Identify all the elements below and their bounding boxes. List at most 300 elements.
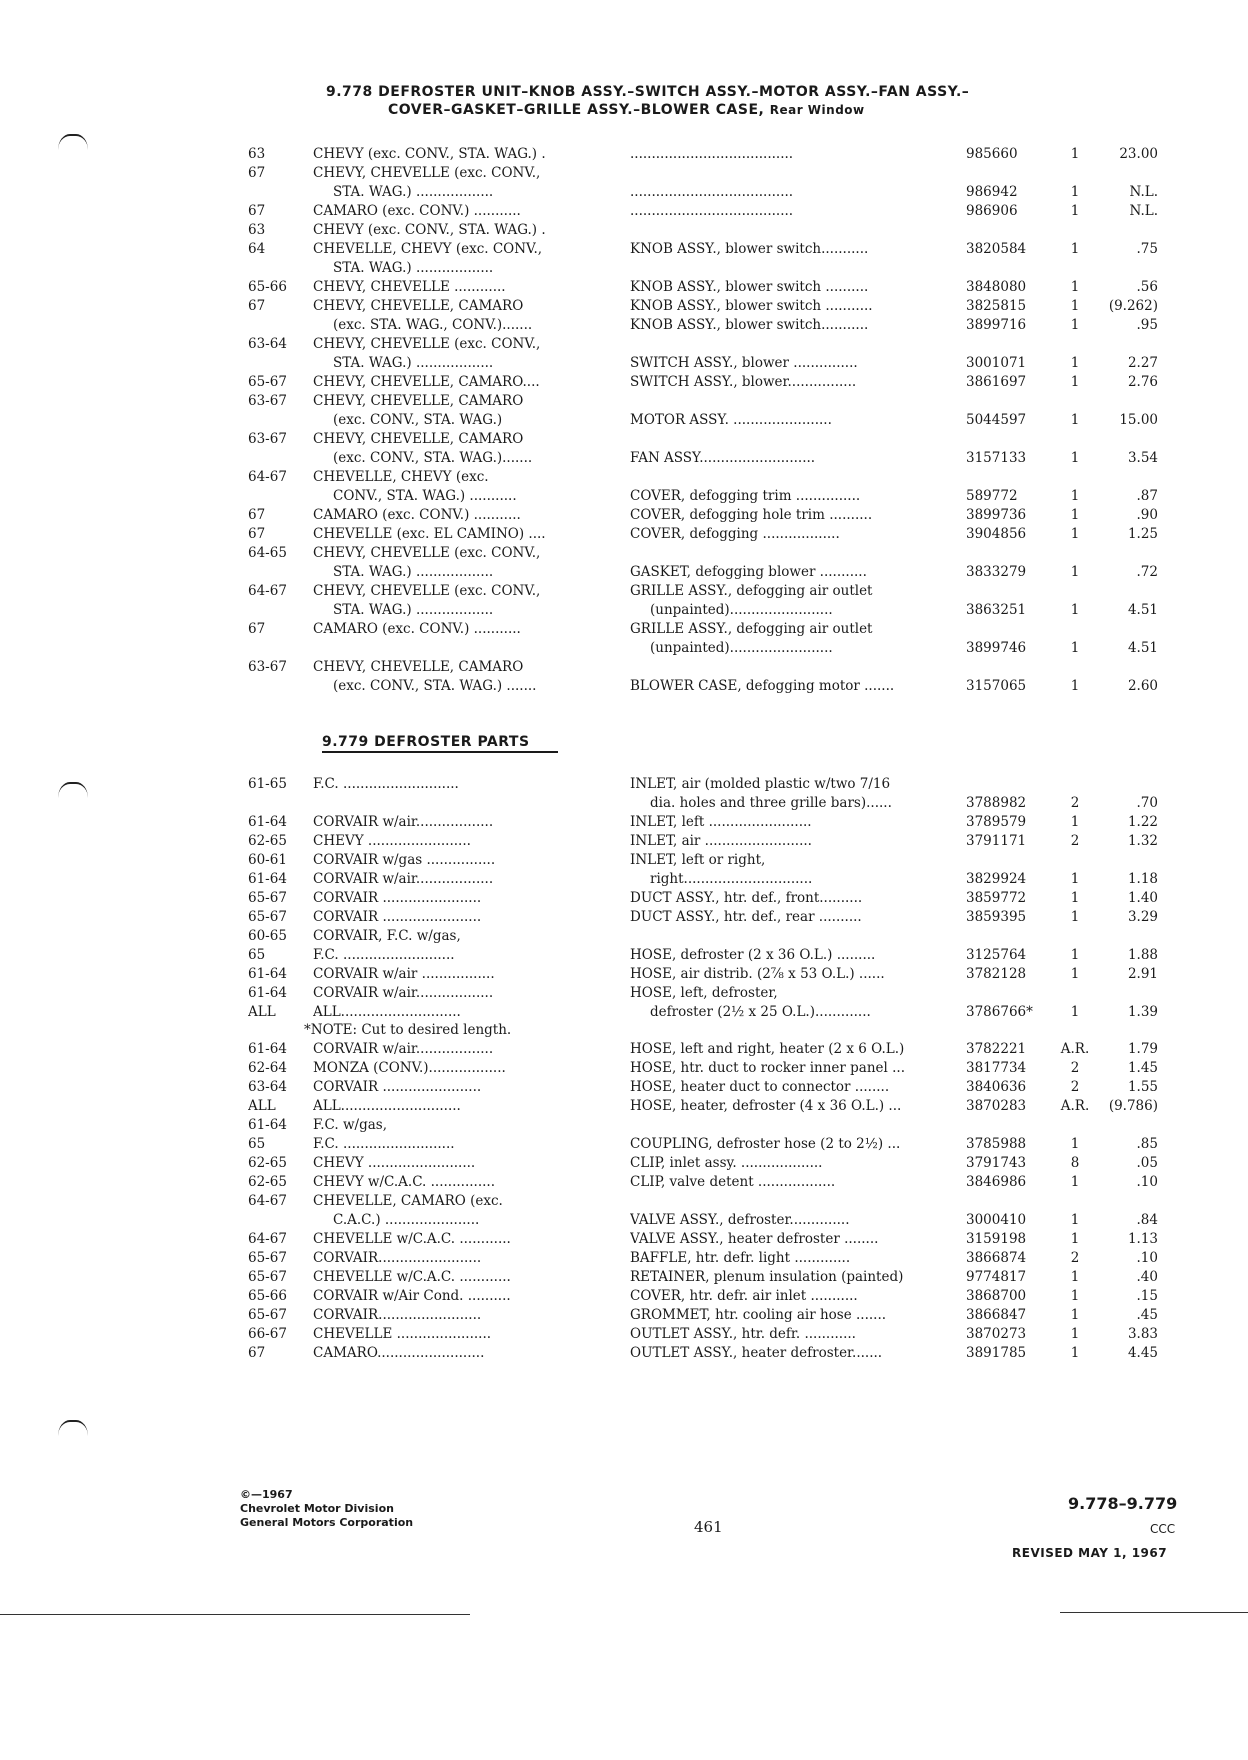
quantity: 2 <box>1070 795 1080 811</box>
model-name: CORVAIR w/air.................. <box>313 1041 494 1057</box>
price: .10 <box>1136 1174 1158 1190</box>
part-description: OUTLET ASSY., heater defroster....... <box>630 1345 883 1361</box>
model-year: 60-65 <box>248 928 287 944</box>
quantity: 1 <box>1070 203 1080 219</box>
price: N.L. <box>1129 184 1158 200</box>
parts-row <box>0 907 1248 927</box>
quantity: 1 <box>1070 488 1080 504</box>
model-name: CORVAIR w/air.................. <box>313 814 494 830</box>
parts-row <box>0 429 1248 449</box>
parts-row <box>0 657 1248 677</box>
parts-row <box>0 600 1248 620</box>
part-number: 3829924 <box>966 871 1027 887</box>
quantity: 1 <box>1070 317 1080 333</box>
price: .72 <box>1136 564 1158 580</box>
model-name: CHEVELLE, CHEVY (exc. <box>313 469 489 485</box>
model-name: (exc. CONV., STA. WAG.)....... <box>333 450 533 466</box>
part-number: 3157065 <box>966 678 1027 694</box>
parts-row <box>0 1267 1248 1287</box>
part-description: OUTLET ASSY., htr. defr. ............ <box>630 1326 856 1342</box>
part-number: 3861697 <box>966 374 1027 390</box>
model-year: 63 <box>248 146 266 162</box>
price: .10 <box>1136 1250 1158 1266</box>
part-description: KNOB ASSY., blower switch ........... <box>630 298 873 314</box>
price: (9.262) <box>1108 298 1158 314</box>
model-year: 64 <box>248 241 266 257</box>
section2-title: 9.779 DEFROSTER PARTS <box>322 734 558 753</box>
price: 1.13 <box>1127 1231 1158 1247</box>
parts-row <box>0 774 1248 794</box>
part-number: 5044597 <box>966 412 1027 428</box>
part-description: SWITCH ASSY., blower................ <box>630 374 857 390</box>
model-year: ALL <box>248 1004 276 1020</box>
part-number: 3848080 <box>966 279 1027 295</box>
bottom-rule-left <box>0 1614 470 1615</box>
model-year: 61-64 <box>248 985 287 1001</box>
model-year: 63-67 <box>248 659 287 675</box>
part-number: 3840636 <box>966 1079 1027 1095</box>
parts-row <box>0 1115 1248 1135</box>
parts-row <box>0 1248 1248 1268</box>
quantity: 1 <box>1070 1174 1080 1190</box>
part-description: right.............................. <box>650 871 813 887</box>
parts-row <box>0 676 1248 696</box>
part-number: 3866874 <box>966 1250 1027 1266</box>
price: 15.00 <box>1119 412 1158 428</box>
parts-row <box>0 1305 1248 1325</box>
model-year: 67 <box>248 298 266 314</box>
quantity: 1 <box>1070 279 1080 295</box>
price: 1.55 <box>1127 1079 1158 1095</box>
quantity: 1 <box>1070 1288 1080 1304</box>
part-number: 3125764 <box>966 947 1027 963</box>
price: 1.39 <box>1127 1004 1158 1020</box>
model-year: 65-66 <box>248 279 287 295</box>
parts-row <box>0 163 1248 183</box>
model-name: CORVAIR ....................... <box>313 1079 482 1095</box>
model-name: ALL............................ <box>313 1004 461 1020</box>
parts-row <box>0 410 1248 430</box>
part-description: HOSE, heater duct to connector ........ <box>630 1079 890 1095</box>
parts-row <box>0 638 1248 658</box>
model-name: CHEVY, CHEVELLE, CAMARO <box>313 659 524 675</box>
part-description: INLET, left ........................ <box>630 814 812 830</box>
model-name: F.C. .......................... <box>313 947 455 963</box>
section-heading-line2-wrap <box>388 102 865 118</box>
model-name: CHEVY ........................ <box>313 833 471 849</box>
part-description: GRILLE ASSY., defogging air outlet <box>630 621 873 637</box>
part-number: 3782221 <box>966 1041 1027 1057</box>
price: .75 <box>1136 241 1158 257</box>
part-number: 3000410 <box>966 1212 1027 1228</box>
quantity: 1 <box>1070 355 1080 371</box>
quantity: 1 <box>1070 1004 1080 1020</box>
parts-row <box>0 831 1248 851</box>
quantity: 1 <box>1070 1269 1080 1285</box>
model-name: STA. WAG.) .................. <box>333 564 494 580</box>
quantity: A.R. <box>1060 1098 1090 1114</box>
page-number: 461 <box>694 1518 723 1536</box>
price: 2.60 <box>1127 678 1158 694</box>
model-year: 67 <box>248 165 266 181</box>
quantity: 1 <box>1070 1231 1080 1247</box>
model-name: CONV., STA. WAG.) ........... <box>333 488 517 504</box>
parts-row <box>0 1058 1248 1078</box>
price: .45 <box>1136 1307 1158 1323</box>
part-number: 3868700 <box>966 1288 1027 1304</box>
model-name: CORVAIR, F.C. w/gas, <box>313 928 461 944</box>
part-description: (unpainted)........................ <box>650 602 833 618</box>
part-description: INLET, air (molded plastic w/two 7/16 <box>630 776 891 792</box>
price: .95 <box>1136 317 1158 333</box>
quantity: 8 <box>1070 1155 1080 1171</box>
part-number: 3788982 <box>966 795 1027 811</box>
part-number: 3863251 <box>966 602 1027 618</box>
part-number: 3859772 <box>966 890 1027 906</box>
quantity: 1 <box>1070 1345 1080 1361</box>
part-description: SWITCH ASSY., blower ............... <box>630 355 858 371</box>
quantity: 1 <box>1070 241 1080 257</box>
part-number: 3846986 <box>966 1174 1027 1190</box>
model-year: 62-65 <box>248 1174 287 1190</box>
price: .40 <box>1136 1269 1158 1285</box>
parts-row <box>0 562 1248 582</box>
part-number: 3899716 <box>966 317 1027 333</box>
part-description: HOSE, htr. duct to rocker inner panel ... <box>630 1060 906 1076</box>
part-number: 3157133 <box>966 450 1027 466</box>
model-year: 61-65 <box>248 776 287 792</box>
part-description: HOSE, left, defroster, <box>630 985 778 1001</box>
footer-division: Chevrolet Motor Division <box>240 1502 394 1515</box>
price: 3.29 <box>1127 909 1158 925</box>
part-description: DUCT ASSY., htr. def., front.......... <box>630 890 863 906</box>
model-year: 67 <box>248 203 266 219</box>
parts-row <box>0 850 1248 870</box>
part-number: 3870283 <box>966 1098 1027 1114</box>
part-description: HOSE, defroster (2 x 36 O.L.) ......... <box>630 947 876 963</box>
part-description: defroster (2½ x 25 O.L.)............. <box>650 1004 871 1020</box>
price: 4.51 <box>1127 602 1158 618</box>
model-name: (exc. CONV., STA. WAG.) ....... <box>333 678 537 694</box>
catalog-code: CCC <box>1150 1522 1176 1536</box>
part-number: 3899746 <box>966 640 1027 656</box>
parts-row <box>0 391 1248 411</box>
part-number: 3870273 <box>966 1326 1027 1342</box>
price: 2.91 <box>1127 966 1158 982</box>
model-year: 67 <box>248 621 266 637</box>
model-year: 63-67 <box>248 393 287 409</box>
model-year: 65-67 <box>248 890 287 906</box>
price: 4.51 <box>1127 640 1158 656</box>
model-year: 61-64 <box>248 814 287 830</box>
model-year: 65 <box>248 1136 266 1152</box>
part-number: 3791171 <box>966 833 1027 849</box>
parts-row <box>0 448 1248 468</box>
part-description: GROMMET, htr. cooling air hose ....... <box>630 1307 887 1323</box>
part-description: VALVE ASSY., defroster.............. <box>630 1212 850 1228</box>
model-name: CHEVELLE, CHEVY (exc. CONV., <box>313 241 543 257</box>
model-year: 63-64 <box>248 336 287 352</box>
model-name: CAMARO (exc. CONV.) ........... <box>313 507 521 523</box>
model-year: 65-67 <box>248 909 287 925</box>
part-description: COVER, htr. defr. air inlet ........... <box>630 1288 858 1304</box>
model-name: CORVAIR w/Air Cond. .......... <box>313 1288 511 1304</box>
part-number: 589772 <box>966 488 1018 504</box>
part-number: 3904856 <box>966 526 1027 542</box>
part-description: FAN ASSY........................... <box>630 450 816 466</box>
model-name: STA. WAG.) .................. <box>333 260 494 276</box>
quantity: 1 <box>1070 450 1080 466</box>
model-name: (exc. STA. WAG., CONV.)....... <box>333 317 533 333</box>
model-name: CHEVY, CHEVELLE (exc. CONV., <box>313 583 541 599</box>
parts-row <box>0 1324 1248 1344</box>
quantity: 1 <box>1070 814 1080 830</box>
part-number: 9774817 <box>966 1269 1027 1285</box>
price: 2.76 <box>1127 374 1158 390</box>
model-name: CORVAIR w/air.................. <box>313 871 494 887</box>
part-number: 3866847 <box>966 1307 1027 1323</box>
part-description: HOSE, left and right, heater (2 x 6 O.L.) <box>630 1041 905 1057</box>
model-year: 63-67 <box>248 431 287 447</box>
part-number: 3159198 <box>966 1231 1027 1247</box>
parts-row <box>0 945 1248 965</box>
parts-row <box>0 1172 1248 1192</box>
margin-mark <box>58 1420 88 1436</box>
model-name: CORVAIR........................ <box>313 1307 482 1323</box>
parts-row <box>0 486 1248 506</box>
price: 1.18 <box>1127 871 1158 887</box>
model-name: CHEVY (exc. CONV., STA. WAG.) . <box>313 146 546 162</box>
part-number: 986942 <box>966 184 1018 200</box>
quantity: 1 <box>1070 1136 1080 1152</box>
parts-row <box>0 258 1248 278</box>
quantity: 1 <box>1070 507 1080 523</box>
model-year: 63 <box>248 222 266 238</box>
part-number: 3899736 <box>966 507 1027 523</box>
model-name: CORVAIR ....................... <box>313 909 482 925</box>
model-year: 65-67 <box>248 374 287 390</box>
part-description: ...................................... <box>630 184 794 200</box>
parts-row <box>0 277 1248 297</box>
part-number: 3891785 <box>966 1345 1027 1361</box>
model-name: CAMARO (exc. CONV.) ........... <box>313 621 521 637</box>
price: .87 <box>1136 488 1158 504</box>
price: 1.40 <box>1127 890 1158 906</box>
model-year: 66-67 <box>248 1326 287 1342</box>
part-description: COVER, defogging .................. <box>630 526 840 542</box>
footer-corporation: General Motors Corporation <box>240 1516 414 1529</box>
price: 1.32 <box>1127 833 1158 849</box>
part-description: GASKET, defogging blower ........... <box>630 564 867 580</box>
quantity: 2 <box>1070 833 1080 849</box>
parts-row <box>0 888 1248 908</box>
model-name: CHEVY, CHEVELLE (exc. CONV., <box>313 336 541 352</box>
part-number: 3001071 <box>966 355 1027 371</box>
parts-row <box>0 926 1248 946</box>
parts-row <box>0 220 1248 240</box>
parts-row <box>0 353 1248 373</box>
part-number: 3833279 <box>966 564 1027 580</box>
model-name: CHEVY, CHEVELLE, CAMARO.... <box>313 374 540 390</box>
model-name: CHEVY (exc. CONV., STA. WAG.) . <box>313 222 546 238</box>
revision-date: REVISED MAY 1, 1967 <box>1012 1546 1168 1560</box>
parts-row <box>0 964 1248 984</box>
price: .85 <box>1136 1136 1158 1152</box>
parts-row <box>0 315 1248 335</box>
quantity: 1 <box>1070 890 1080 906</box>
model-name: MONZA (CONV.).................. <box>313 1060 506 1076</box>
part-description: MOTOR ASSY. ....................... <box>630 412 832 428</box>
price: .15 <box>1136 1288 1158 1304</box>
quantity: 1 <box>1070 526 1080 542</box>
price: 1.88 <box>1127 947 1158 963</box>
price: 1.22 <box>1127 814 1158 830</box>
part-description: COVER, defogging trim ............... <box>630 488 861 504</box>
parts-row <box>0 793 1248 813</box>
quantity: 1 <box>1070 1326 1080 1342</box>
price: 3.83 <box>1127 1326 1158 1342</box>
footer-publisher <box>240 1488 413 1530</box>
part-description: DUCT ASSY., htr. def., rear .......... <box>630 909 862 925</box>
section-range: 9.778–9.779 <box>1068 1494 1178 1513</box>
part-number: 3820584 <box>966 241 1027 257</box>
quantity: 1 <box>1070 640 1080 656</box>
model-year: 65-67 <box>248 1250 287 1266</box>
price: N.L. <box>1129 203 1158 219</box>
quantity: 1 <box>1070 412 1080 428</box>
model-year: 61-64 <box>248 871 287 887</box>
model-year: 61-64 <box>248 966 287 982</box>
part-number: 986906 <box>966 203 1018 219</box>
part-description: ...................................... <box>630 203 794 219</box>
model-name: CORVAIR ....................... <box>313 890 482 906</box>
part-description: COVER, defogging hole trim .......... <box>630 507 873 523</box>
parts-row <box>0 581 1248 601</box>
model-year: 67 <box>248 507 266 523</box>
part-description: BLOWER CASE, defogging motor ....... <box>630 678 895 694</box>
part-number: 985660 <box>966 146 1018 162</box>
model-name: F.C. ........................... <box>313 776 459 792</box>
section-heading-line2: COVER–GASKET–GRILLE ASSY.–BLOWER CASE, <box>388 102 765 118</box>
model-name: CHEVELLE (exc. EL CAMINO) .... <box>313 526 546 542</box>
parts-row <box>0 524 1248 544</box>
price: .84 <box>1136 1212 1158 1228</box>
quantity: 2 <box>1070 1060 1080 1076</box>
part-description: GRILLE ASSY., defogging air outlet <box>630 583 873 599</box>
model-year: 65-67 <box>248 1307 287 1323</box>
model-name: CHEVY, CHEVELLE, CAMARO <box>313 393 524 409</box>
model-year: 64-65 <box>248 545 287 561</box>
quantity: 2 <box>1070 1250 1080 1266</box>
model-name: CHEVY, CHEVELLE, CAMARO <box>313 431 524 447</box>
parts-row <box>0 1153 1248 1173</box>
model-year: 62-65 <box>248 833 287 849</box>
price: 1.25 <box>1127 526 1158 542</box>
parts-row <box>0 467 1248 487</box>
part-description: CLIP, inlet assy. ................... <box>630 1155 823 1171</box>
model-year: 64-67 <box>248 1193 287 1209</box>
price: .56 <box>1136 279 1158 295</box>
parts-row <box>0 372 1248 392</box>
model-year: 60-61 <box>248 852 287 868</box>
quantity: 1 <box>1070 947 1080 963</box>
parts-row <box>0 239 1248 259</box>
part-number: 3789579 <box>966 814 1027 830</box>
part-number: 3786766* <box>966 1004 1033 1020</box>
model-name: STA. WAG.) .................. <box>333 355 494 371</box>
parts-row <box>0 1134 1248 1154</box>
price: 1.79 <box>1127 1041 1158 1057</box>
model-name: CHEVELLE, CAMARO (exc. <box>313 1193 503 1209</box>
parts-row <box>0 1077 1248 1097</box>
part-number: 3825815 <box>966 298 1027 314</box>
quantity: 1 <box>1070 871 1080 887</box>
model-name: CORVAIR w/air.................. <box>313 985 494 1001</box>
part-description: (unpainted)........................ <box>650 640 833 656</box>
model-name: STA. WAG.) .................. <box>333 184 494 200</box>
part-description: KNOB ASSY., blower switch........... <box>630 317 869 333</box>
part-description: dia. holes and three grille bars)...... <box>650 795 892 811</box>
price: 23.00 <box>1119 146 1158 162</box>
model-year: 62-65 <box>248 1155 287 1171</box>
parts-row <box>0 1229 1248 1249</box>
quantity: 1 <box>1070 1212 1080 1228</box>
model-name: (exc. CONV., STA. WAG.) <box>333 412 503 428</box>
parts-row <box>0 983 1248 1003</box>
part-description: HOSE, heater, defroster (4 x 36 O.L.) ... <box>630 1098 902 1114</box>
model-name: F.C. w/gas, <box>313 1117 387 1133</box>
parts-row <box>0 144 1248 164</box>
model-name: *NOTE: Cut to desired length. <box>304 1022 512 1038</box>
model-name: CORVAIR........................ <box>313 1250 482 1266</box>
quantity: 1 <box>1070 298 1080 314</box>
section-heading-suffix: Rear Window <box>769 103 865 117</box>
part-description: KNOB ASSY., blower switch .......... <box>630 279 869 295</box>
quantity: 1 <box>1070 564 1080 580</box>
quantity: 1 <box>1070 374 1080 390</box>
model-name: CHEVELLE ...................... <box>313 1326 492 1342</box>
quantity: 1 <box>1070 184 1080 200</box>
model-year: 64-67 <box>248 469 287 485</box>
model-name: CAMARO (exc. CONV.) ........... <box>313 203 521 219</box>
parts-row <box>0 296 1248 316</box>
section-heading-line1: 9.778 DEFROSTER UNIT–KNOB ASSY.–SWITCH ASSY.–MOTOR ASSY.–FAN ASSY.– <box>326 84 970 100</box>
price: 4.45 <box>1127 1345 1158 1361</box>
model-name: CHEVELLE w/C.A.C. ............ <box>313 1269 511 1285</box>
quantity: 1 <box>1070 909 1080 925</box>
model-year: 61-64 <box>248 1117 287 1133</box>
price: .90 <box>1136 507 1158 523</box>
price: .70 <box>1136 795 1158 811</box>
model-year: 65-67 <box>248 1269 287 1285</box>
parts-row <box>0 182 1248 202</box>
parts-row <box>0 869 1248 889</box>
part-number: 3785988 <box>966 1136 1027 1152</box>
parts-row <box>0 1039 1248 1059</box>
model-year: 62-64 <box>248 1060 287 1076</box>
parts-row <box>0 201 1248 221</box>
parts-row <box>0 619 1248 639</box>
model-name: CORVAIR w/gas ................ <box>313 852 496 868</box>
model-year: 67 <box>248 526 266 542</box>
price: 3.54 <box>1127 450 1158 466</box>
price: 2.27 <box>1127 355 1158 371</box>
quantity: 1 <box>1070 966 1080 982</box>
section-heading <box>326 84 969 100</box>
model-name: CHEVY, CHEVELLE ............ <box>313 279 506 295</box>
part-number: 3791743 <box>966 1155 1027 1171</box>
part-description: ...................................... <box>630 146 794 162</box>
